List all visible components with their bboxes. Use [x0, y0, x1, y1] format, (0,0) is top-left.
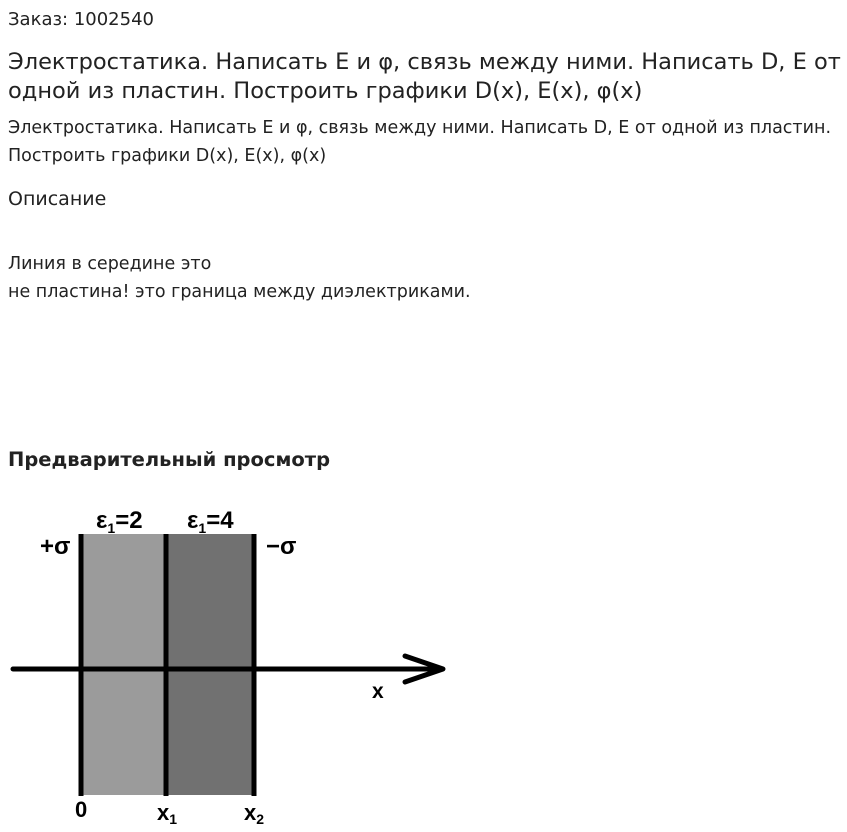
description-line-1: Линия в середине это [8, 254, 212, 274]
preview-image [0, 495, 460, 832]
preview-heading: Предварительный просмотр [8, 448, 331, 471]
x-axis-label: x [372, 680, 384, 703]
dielectric-region-2 [165, 534, 254, 795]
capacitor-diagram [0, 495, 460, 832]
description-heading: Описание [8, 188, 107, 210]
page-title: Электростатика. Написать Е и φ, связь между ними. Написать D, Е от одной из пластин. Построить графики D(x), E(x), φ(x) [8, 49, 841, 104]
eps2-label: $\varepsilon_1=4$ [187, 507, 234, 536]
description-text [8, 250, 471, 306]
minus-sigma-label: −σ [266, 533, 297, 560]
plus-sigma-label: +σ [40, 533, 71, 560]
eps1-label: $\varepsilon_1=2$ [96, 507, 143, 536]
tick-label-x1: x1 [157, 800, 178, 827]
order-number: Заказ: 1002540 [8, 9, 154, 30]
dielectric-region-1 [82, 534, 165, 795]
tick-label-zero: 0 [75, 797, 88, 822]
description-line-2: не пластина! это граница между диэлектриками. [8, 282, 471, 302]
tick-label-x2: x2 [244, 800, 265, 827]
short-description: Электростатика. Написать Е и φ, связь между ними. Написать D, Е от одной из пластин. Построить графики D(x), E(x), φ(x) [8, 118, 832, 166]
